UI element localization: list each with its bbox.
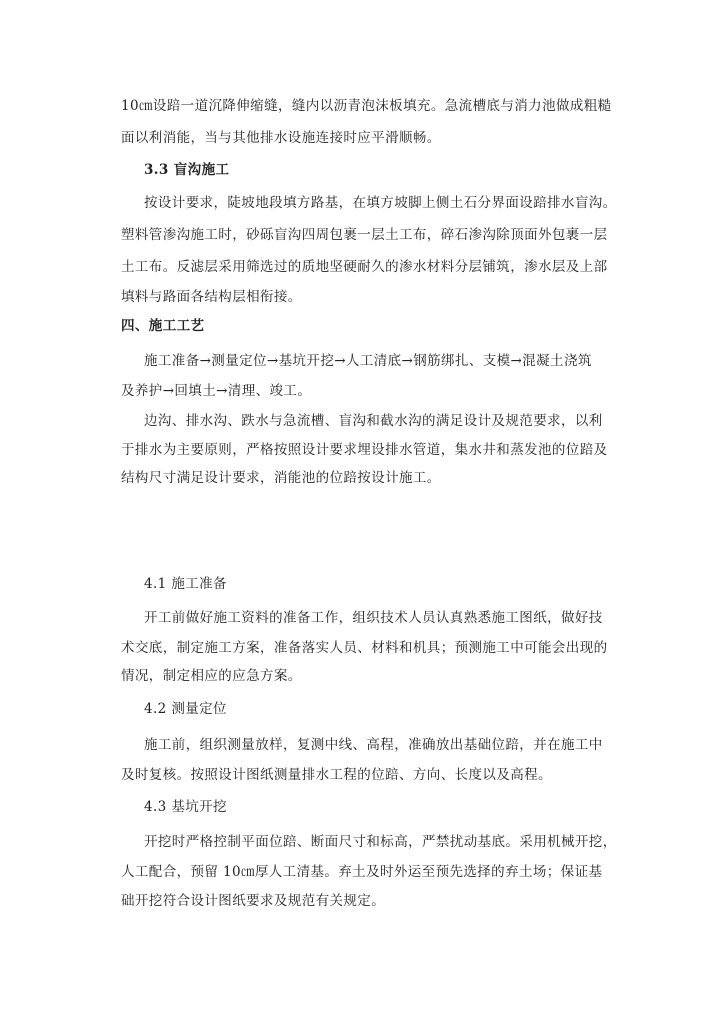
text-line: 术交底，制定施工方案，准备落实人员、材料和机具；预测施工中可能会出现的: [121, 640, 608, 656]
text-line: 施工前，组织测量放样，复测中线、高程，准确放出基础位踣，并在施工中: [144, 737, 603, 753]
text-line: 边沟、排水沟、跌水与急流槽、盲沟和截水沟的满足设计及规范要求，以利: [144, 413, 603, 429]
text-line: 于排水为主要原则，严格按照设计要求埋设排水管道，集水井和蒸发池的位踣及: [121, 442, 608, 458]
text-line: 础开挖符合设计图纸要求及规范有关规定。: [121, 893, 386, 909]
text-line: 10㎝设踣一道沉降伸缩缝，缝内以沥青泡沫板填充。急流槽底与消力池做成粗糙: [121, 98, 612, 114]
text-line: 施工准备→测量定位→基坑开挖→人工清底→钢筋绑扎、支模→混凝土浇筑: [144, 353, 592, 369]
text-line: 填料与路面各结构层相衔接。: [121, 289, 302, 305]
text-line: 及养护→回填土→清理、竣工。: [121, 383, 312, 399]
section-heading-4-2: 4.2 测量定位: [144, 701, 227, 717]
section-heading-4-1: 4.1 施工准备: [144, 576, 227, 592]
text-line: 结构尺寸满足设计要求，消能池的位踣按设计施工。: [121, 470, 441, 486]
text-line: 情况，制定相应的应急方案。: [121, 668, 302, 684]
text-line: 土工布。反滤层采用筛选过的质地坚硬耐久的渗水材料分层铺筑，渗水层及上部: [121, 259, 608, 275]
section-heading-3-3: 3.3 盲沟施工: [144, 162, 230, 178]
text-line: 及时复核。按照设计图纸测量排水工程的位踣、方向、长度以及高程。: [121, 767, 552, 783]
text-line: 开挖时严格控制平面位踣、断面尺寸和标高，严禁扰动基底。采用机械开挖，: [144, 834, 617, 850]
text-line: 开工前做好施工资料的准备工作，组织技术人员认真熟悉施工图纸，做好技: [144, 610, 603, 626]
text-line: 按设计要求，陡坡地段填方路基，在填方坡脚上侧土石分界面设踣排水盲沟。: [144, 195, 617, 211]
text-line: 人工配合，预留 10㎝厚人工清基。弃土及时外运至预先选择的弃土场；保证基: [121, 864, 603, 880]
text-line: 塑料管渗沟施工时，砂砾盲沟四周包裹一层土工布，碎石渗沟除顶面外包裹一层: [121, 227, 608, 243]
section-heading-4-3: 4.3 基坑开挖: [144, 799, 227, 815]
text-line: 面以利消能，当与其他排水设施连接时应平滑顺畅。: [121, 130, 441, 146]
chapter-heading-4: 四、施工工艺: [121, 318, 205, 334]
